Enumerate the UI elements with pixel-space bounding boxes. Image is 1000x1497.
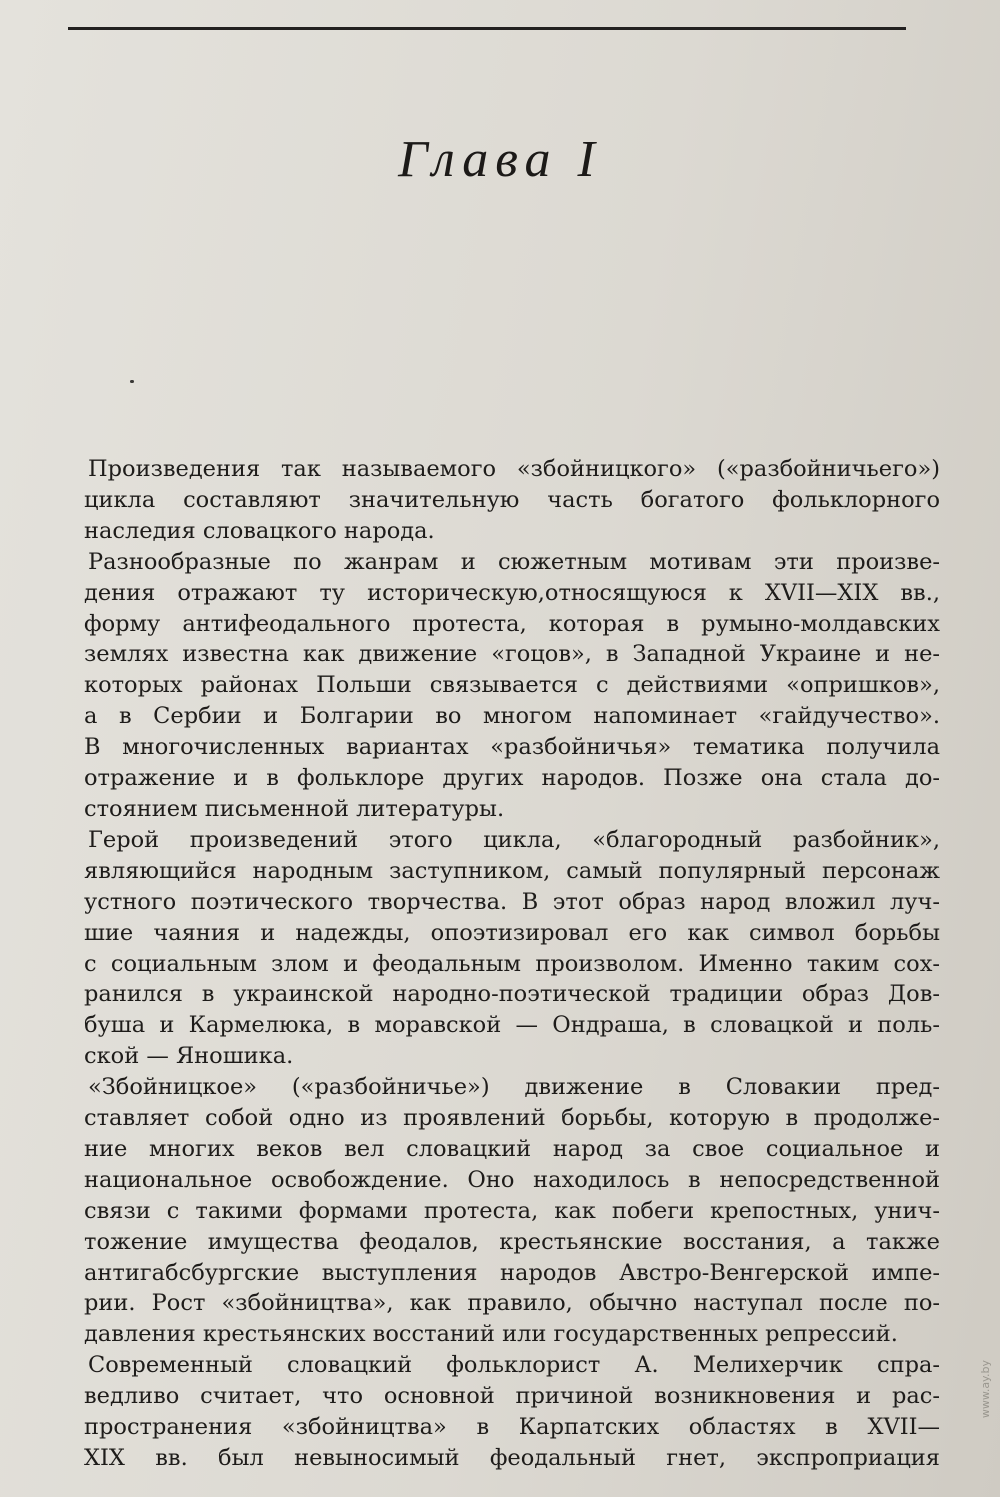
text-line: цикла составляют значительную часть богатого фольклорного [84,486,940,513]
text-line: буша и Кармелюка, в моравской — Ондраша, в словацкой и поль- [84,1012,940,1039]
text-line: Произведения так называемого «збойницкого» («разбойничьего») [88,456,940,482]
text-line: с социальным злом и феодальным произволом. Именно таким сох- [84,950,940,977]
print-speck [130,380,134,383]
text-line: связи с такими формами протеста, как побеги крепостных, унич- [84,1197,940,1224]
text-line: тожение имущества феодалов, крестьянские восстания, а также [84,1228,940,1255]
text-line: являющийся народным заступником, самый популярный персонаж [84,857,940,884]
text-line: форму антифеодального протеста, которая в румыно-молдавских [84,610,940,637]
text-line: устного поэтического творчества. В этот образ народ вложил луч- [84,888,940,915]
text-line: Разнообразные по жанрам и сюжетным мотивам эти произве- [88,548,940,575]
body-text [84,454,940,1474]
text-line: стоянием письменной литературы. [84,795,505,822]
text-line: а в Сербии и Болгарии во многом напоминает «гайдучество». [84,703,940,730]
chapter-title: Глава I [398,131,602,188]
text-line: ведливо считает, что основной причиной возникновения и рас- [84,1383,940,1410]
text-line: Современный словацкий фольклорист А. Мелихерчик спра- [88,1352,940,1379]
text-line: отражение и в фольклоре других народов. Позже она стала до- [84,765,940,792]
text-line: землях известна как движение «гоцов», в Западной Украине и не- [84,641,940,668]
text-line: давления крестьянских восстаний или государственных репрессий. [84,1321,898,1348]
text-line: «Збойницкое» («разбойничье») движение в Словакии пред- [88,1074,940,1101]
top-rule [68,27,906,30]
text-line: ставляет собой одно из проявлений борьбы, которую в продолже- [84,1105,940,1132]
text-line: антигабсбургские выступления народов Австро-Венгерской импе- [84,1259,940,1286]
text-line: ской — Яношика. [84,1043,294,1070]
text-line: национальное освобождение. Оно находилось в непосредственной [84,1166,940,1193]
text-line: шие чаяния и надежды, опоэтизировал его как символ борьбы [84,919,940,946]
text-line: дения отражают ту историческую,относящуюся к XVII—XIX вв., [84,579,940,606]
text-line: наследия словацкого народа. [84,517,435,544]
text-line: В многочисленных вариантах «разбойничья» тематика получила [84,734,940,761]
text-line: XIX вв. был невыносимый феодальный гнет, экспроприация [84,1445,940,1471]
text-line: которых районах Польши связывается с действиями «опришков», [84,672,940,699]
text-line: рии. Рост «збойництва», как правило, обычно наступал после по- [84,1290,940,1317]
watermark: www.ay.by [979,1360,992,1419]
text-line: ранился в украинской народно-поэтической традиции образ Дов- [84,981,940,1008]
text-line: пространения «збойництва» в Карпатских областях в XVII— [84,1414,940,1441]
text-line: ние многих веков вел словацкий народ за свое социальное и [84,1135,940,1162]
text-line: Герой произведений этого цикла, «благородный разбойник», [88,826,940,853]
